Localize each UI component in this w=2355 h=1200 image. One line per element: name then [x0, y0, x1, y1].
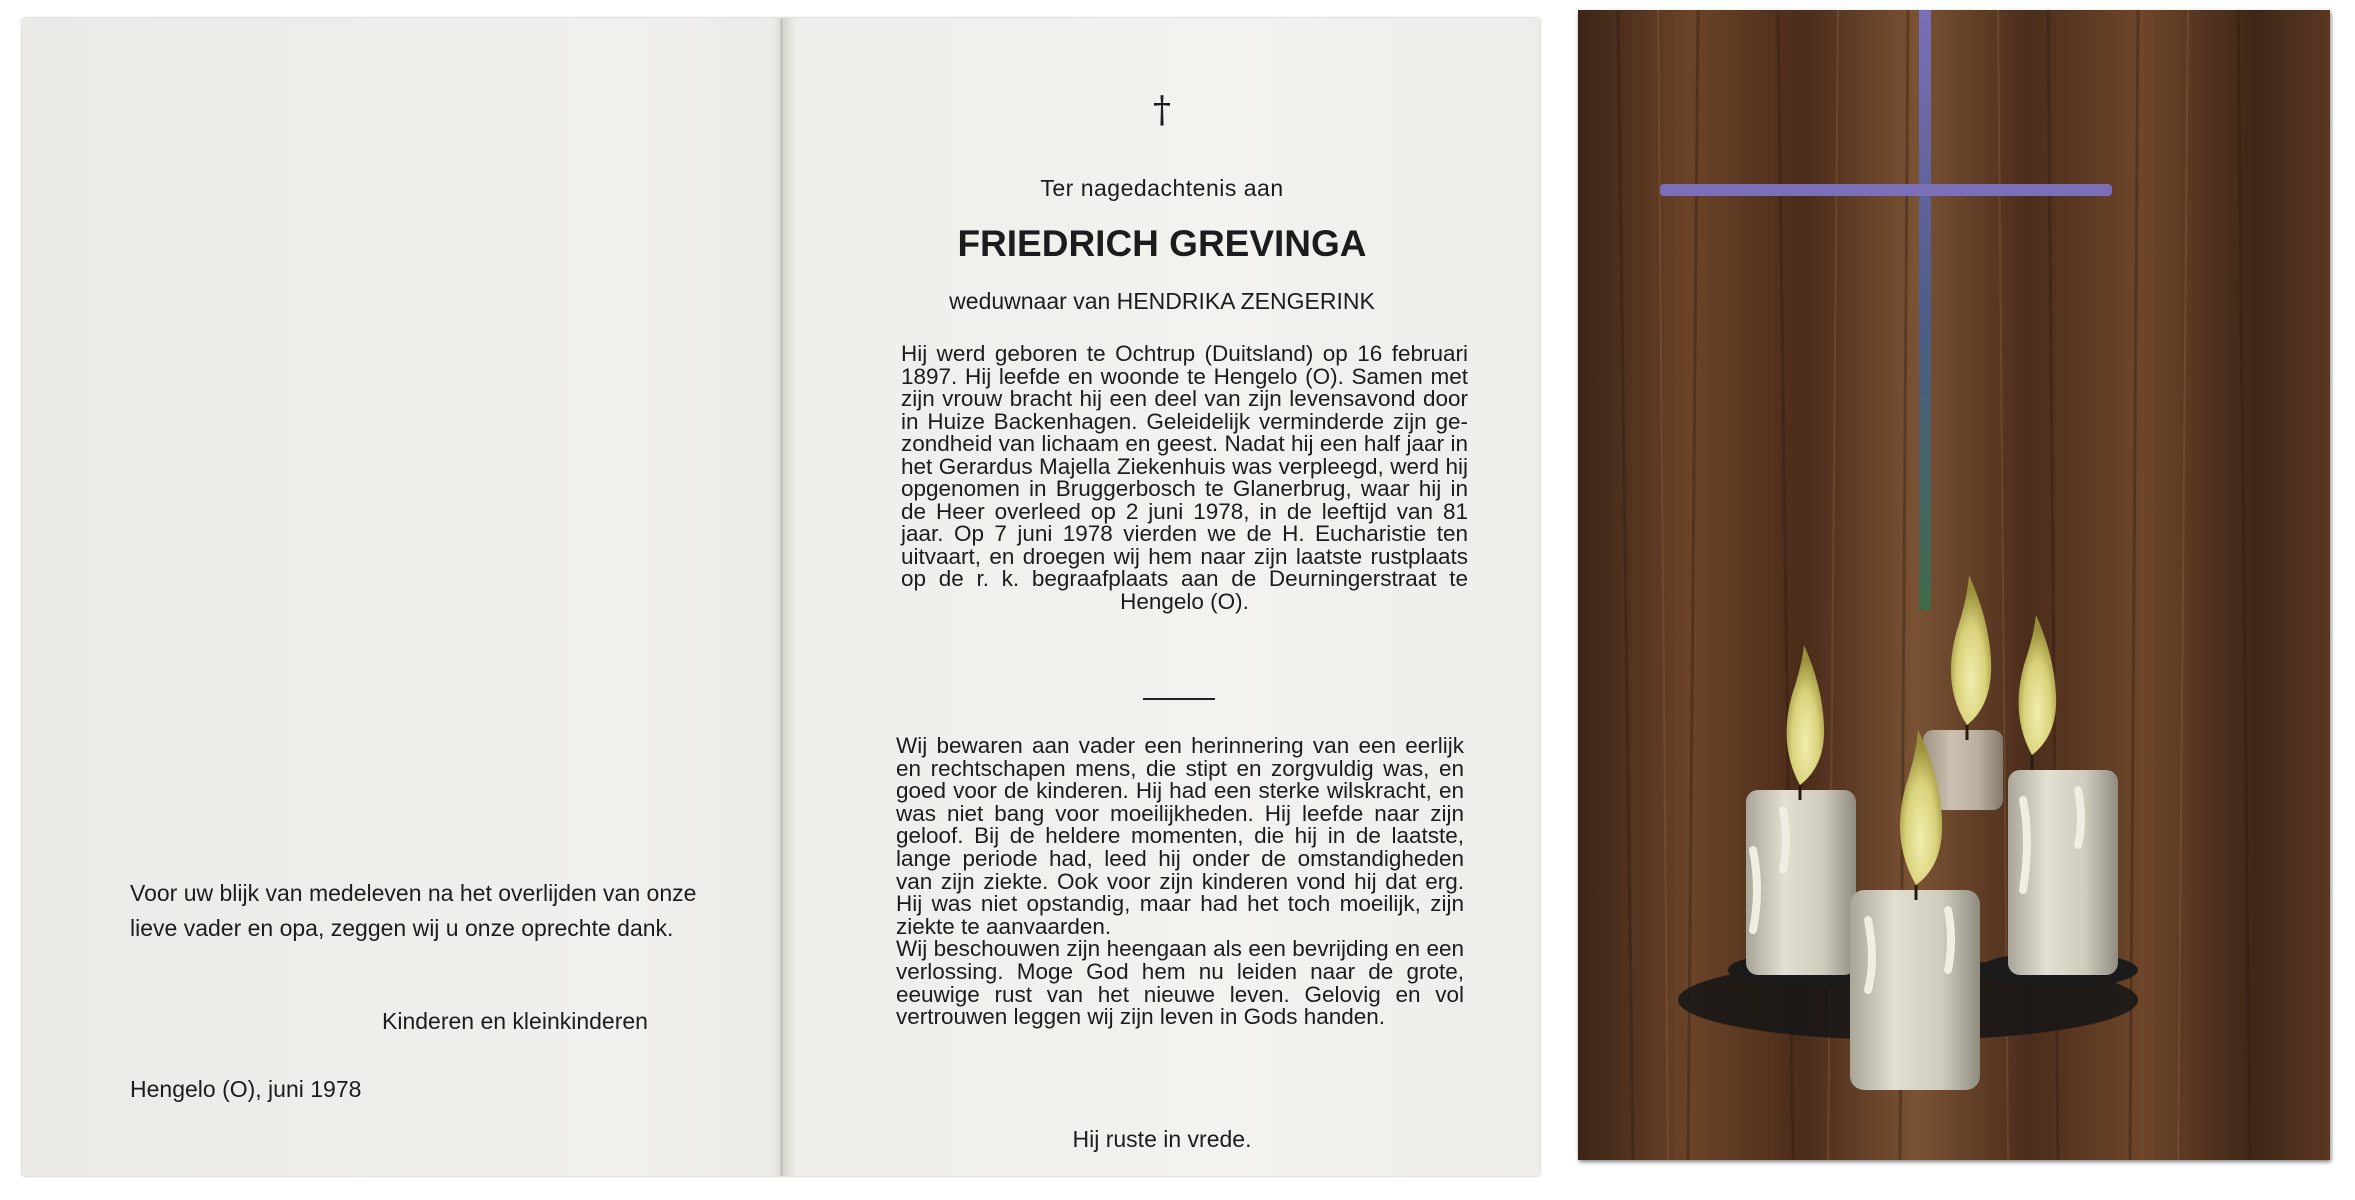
signoff: Kinderen en kleinkinderen [382, 1008, 648, 1034]
card-right-panel [784, 18, 1540, 1176]
biography-text: Hij werd geboren te Ochtrup (Duitsland) op 16 februari 1897. Hij leefde en woonde te Hengelo (O). Samen met zijn vrouw bracht hij een deel van zijn levensavond door in Huize Backenhagen. Geleidelijk verminderde zijn gezondheid van lichaam en geest. Nadat hij een half jaar in het Gerardus Majella Ziekenhuis was verpleegd, werd hij opgenomen in Bruggerbosch te Glanerbrug, waar hij in de Heer overleed op 2 juni 1978, in de leeftijd van 81 jaar. Op 7 juni 1978 vierden we de H. Eucharistie ten uitvaart, en droegen wij hem naar zijn laatste rustplaats op de r. k. begraafplaats aan de Deurningerstraat te Hengelo (O). [901, 341, 1468, 614]
memory-text: Wij bewaren aan vader een herinnering van een eerlijk en rechtschapen mens, die stipt en zorgvuldig was, en goed voor de kinderen. Hij had een sterke wilskracht, en was niet bang voor moeilijkheden. Hij leefde naar zijn geloof. Bij de heldere momenten, die hij in de laatste, lange periode had, leed hij onder de omstandigheden van zijn ziekte. Ook voor zijn kinderen vond hij dat erg. Hij was niet opstandig, maar had het toch moeilijk, zijn ziekte te aanvaarden. Wij beschouwen zijn heengaan als een bevrijding en een verlossing. Moge God hem nu leiden naar de grote, eeuwige rust van het nieuwe leven. Gelovig en vol vertrouwen leggen wij zijn leven in Gods handen. [896, 733, 1464, 1030]
widower-line: weduwnaar van HENDRIKA ZENGERINK [949, 288, 1375, 314]
thanks-text: Voor uw blijk van medeleven na het overlijden van onze lieve vader en opa, zeggen wij u onze oprechte dank. [130, 880, 697, 941]
intro-line: Ter nagedachtenis aan [1040, 175, 1284, 201]
cross-horizontal [1660, 184, 2112, 196]
cross-icon: † [1153, 90, 1171, 131]
divider [1143, 698, 1215, 700]
closing-line: Hij ruste in vrede. [1072, 1126, 1252, 1152]
place-date: Hengelo (O), juni 1978 [130, 1076, 362, 1102]
card-left-panel [22, 18, 780, 1176]
deceased-name: FRIEDRICH GREVINGA [957, 223, 1367, 264]
cross-vertical [1919, 10, 1931, 610]
cross-candles-painting [1578, 10, 2330, 1160]
memorial-card [22, 18, 1540, 1176]
